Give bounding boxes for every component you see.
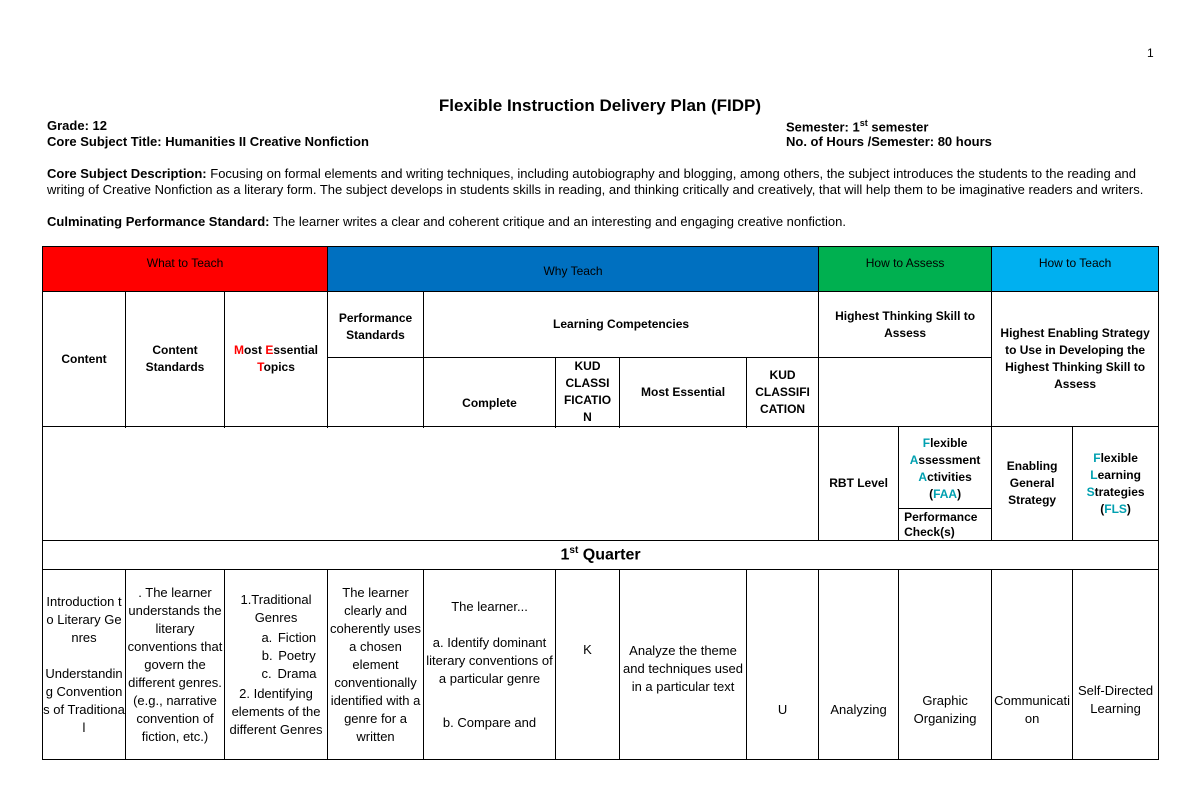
header-flexible-learning-strategies: Flexible Learning Strategies (FLS) — [1073, 427, 1159, 541]
fidp-table — [42, 246, 1159, 760]
list-item: b. Poetry — [261, 647, 316, 663]
group-what-to-teach: What to Teach — [43, 247, 328, 292]
page-number: 1 — [1147, 46, 1154, 60]
genre-list — [225, 629, 327, 683]
semester-label: Semester: 1st semester — [786, 118, 929, 135]
header-performance-standards-blank — [328, 358, 424, 427]
header-most-essential-topics: Most Essential Topics — [225, 292, 328, 427]
header-thinking-spacer — [819, 358, 992, 427]
header-most-essential: Most Essential — [620, 358, 747, 427]
core-subject-description: Core Subject Description: Focusing on formal elements and writing techniques, including autobiography and blogging, among others, the subject introduces the students to the reading and writing of Creative Nonfiction as a literary form. The subject develops in students skills in reading, and thinking critically and creatively, that will help them to be imaginative readers and writers. — [47, 166, 1144, 197]
cell-faa: Graphic Organizing — [899, 570, 992, 760]
header-highest-thinking-skill: Highest Thinking Skill to Assess — [819, 292, 992, 358]
cell-most-essential-topics: 1.Traditional Genres a. Fiction b. Poetry c. Drama 2. Identifying elements of the different Genres — [225, 570, 328, 760]
header-content: Content — [43, 292, 126, 427]
header-kud-classification-1: KUD CLASSI FICATIO N — [556, 358, 620, 427]
cell-complete: The learner... a. Identify dominant literary conventions of a particular genre b. Compare and — [424, 570, 556, 760]
grade-label: Grade: 12 — [47, 118, 107, 133]
group-how-to-assess: How to Assess — [819, 247, 992, 292]
header-kud-classification-2: KUD CLASSIFI CATION — [747, 358, 819, 427]
cell-content-standard: . The learner understands the literary conventions that govern the different genres. (e.g., narrative convention of fiction, etc.) — [126, 570, 225, 760]
hours-label: No. of Hours /Semester: 80 hours — [786, 134, 992, 149]
header-content-standards: Content Standards — [126, 292, 225, 427]
list-item: a. Fiction — [261, 629, 317, 645]
cell-enabling-strategy: Communication — [992, 570, 1073, 760]
header-performance-standards: Performance Standards — [328, 292, 424, 358]
header-rbt-level: RBT Level — [819, 427, 899, 541]
group-why-teach: Why Teach — [328, 247, 819, 292]
group-how-to-teach: How to Teach — [992, 247, 1159, 292]
cell-performance-standard: The learner clearly and coherently uses a chosen element conventionally identified with a genre for a written — [328, 570, 424, 760]
cell-most-essential: Analyze the theme and techniques used in a particular text — [620, 570, 747, 760]
culminating-standard: Culminating Performance Standard: The learner writes a clear and coherent critique and an interesting and engaging creative nonfiction. — [47, 214, 846, 229]
header-highest-enabling-strategy: Highest Enabling Strategy to Use in Developing the Highest Thinking Skill to Assess — [992, 292, 1159, 427]
header-enabling-general-strategy: Enabling General Strategy — [992, 427, 1073, 541]
cell-content: Introduction to Literary Genres Understanding Conventions of Traditional — [43, 570, 126, 760]
list-item: c. Drama — [261, 665, 317, 681]
header-learning-competencies: Learning Competencies — [424, 292, 819, 358]
spacer-2 — [328, 427, 819, 509]
cell-rbt-level: Analyzing — [819, 570, 899, 760]
cell-kud-2: U — [747, 570, 819, 760]
spacer — [43, 427, 328, 509]
header-performance-checks: Performance Check(s) — [899, 509, 992, 541]
cell-kud-1: K — [556, 570, 620, 760]
quarter-heading: 1st Quarter — [43, 541, 1159, 570]
header-flexible-assessment-activities: Flexible Assessment Activities (FAA) — [899, 427, 992, 509]
header-complete: Complete — [424, 358, 556, 427]
document-title: Flexible Instruction Delivery Plan (FIDP) — [438, 96, 762, 115]
cell-fls: Self-Directed Learning — [1073, 570, 1159, 760]
spacer-4 — [328, 509, 819, 541]
core-subject-title: Core Subject Title: Humanities II Creative Nonfiction — [47, 134, 369, 149]
spacer-3 — [43, 509, 328, 541]
